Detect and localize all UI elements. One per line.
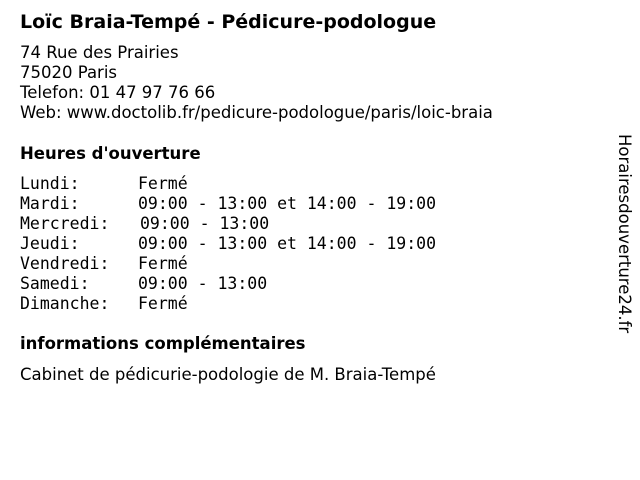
hours-time: Fermé	[138, 294, 188, 313]
hours-row	[20, 274, 436, 294]
hours-row	[20, 194, 436, 214]
hours-day: Dimanche:	[20, 294, 110, 313]
hours-row	[20, 214, 436, 234]
hours-day: Samedi:	[20, 274, 90, 293]
hours-time: 09:00 - 13:00	[140, 214, 270, 233]
contact-details	[20, 43, 493, 123]
hours-row	[20, 294, 436, 314]
hours-time: 09:00 - 13:00	[138, 274, 268, 293]
opening-hours-table	[20, 174, 436, 314]
hours-time: 09:00 - 13:00 et 14:00 - 19:00	[138, 194, 437, 213]
additional-info-heading: informations complémentaires	[20, 334, 306, 353]
street-address: 74 Rue des Prairies	[20, 43, 179, 62]
hours-row	[20, 234, 436, 254]
hours-day: Jeudi:	[20, 234, 80, 253]
hours-day: Mardi:	[20, 194, 80, 213]
website-url: Web: www.doctolib.fr/pedicure-podologue/paris/loic-braia	[20, 103, 493, 122]
hours-day: Lundi:	[20, 174, 80, 193]
hours-row	[20, 174, 436, 194]
postal-city: 75020 Paris	[20, 63, 118, 82]
page-title: Loïc Braia-Tempé - Pédicure-podologue	[20, 11, 437, 33]
hours-time: Fermé	[138, 254, 188, 273]
additional-info-text: Cabinet de pédicurie-podologie de M. Braia-Tempé	[20, 365, 436, 384]
hours-time: 09:00 - 13:00 et 14:00 - 19:00	[138, 234, 437, 253]
opening-hours-heading: Heures d'ouverture	[20, 144, 201, 163]
hours-row	[20, 254, 436, 274]
hours-day: Vendredi:	[20, 254, 110, 273]
hours-day: Mercredi:	[20, 214, 110, 233]
hours-time: Fermé	[138, 174, 188, 193]
site-watermark: Horairesdouverture24.fr	[615, 134, 634, 334]
phone-number: Telefon: 01 47 97 76 66	[20, 83, 216, 102]
